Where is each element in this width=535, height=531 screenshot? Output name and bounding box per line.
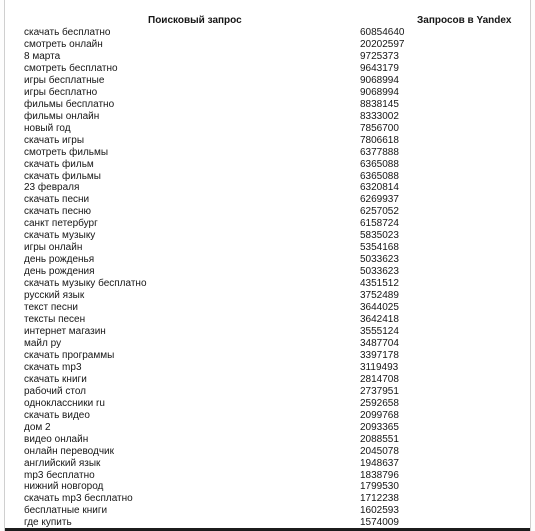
table-row <box>5 458 530 470</box>
count-cell: 1838796 <box>360 469 399 481</box>
table-row <box>5 63 530 75</box>
query-cell: где купить <box>24 517 72 529</box>
count-cell: 8838145 <box>360 98 399 110</box>
count-cell: 9068994 <box>360 74 399 86</box>
count-cell: 9643179 <box>360 62 399 74</box>
count-cell: 6365088 <box>360 170 399 182</box>
query-cell: смотреть бесплатно <box>24 62 118 74</box>
table-row <box>5 159 530 171</box>
count-cell: 6158724 <box>360 218 399 230</box>
query-cell: скачать фильм <box>24 158 94 170</box>
count-cell: 2045078 <box>360 445 399 457</box>
count-cell: 9725373 <box>360 50 399 62</box>
table-row <box>5 254 530 266</box>
query-cell: дом 2 <box>24 421 51 433</box>
table-row <box>5 398 530 410</box>
table-row <box>5 99 530 111</box>
table-row <box>5 290 530 302</box>
count-cell: 2088551 <box>360 433 399 445</box>
query-cell: скачать mp3 бесплатно <box>24 493 133 505</box>
table-row <box>5 171 530 183</box>
count-cell: 2592658 <box>360 397 399 409</box>
table-row <box>5 230 530 242</box>
table-row <box>5 410 530 422</box>
query-cell: фильмы бесплатно <box>24 98 115 110</box>
query-cell: фильмы онлайн <box>24 110 100 122</box>
count-cell: 2099768 <box>360 409 399 421</box>
query-cell: скачать фильмы <box>24 170 101 182</box>
query-cell: русский язык <box>24 290 85 302</box>
table-row <box>5 218 530 230</box>
count-cell: 6269937 <box>360 194 399 206</box>
query-cell: скачать видео <box>24 409 90 421</box>
table-row <box>5 27 530 39</box>
count-cell: 6257052 <box>360 206 399 218</box>
query-cell: скачать книги <box>24 373 87 385</box>
table-row <box>5 302 530 314</box>
query-cell: майл ру <box>24 337 62 349</box>
table-row <box>5 194 530 206</box>
query-cell: смотреть фильмы <box>24 146 109 158</box>
query-cell: скачать программы <box>24 349 115 361</box>
query-cell: нижний новгород <box>24 481 104 493</box>
query-cell: интернет магазин <box>24 326 106 337</box>
count-cell: 4351512 <box>360 278 399 290</box>
count-cell: 7806618 <box>360 134 399 146</box>
table-row <box>5 314 530 326</box>
table-row <box>5 278 530 290</box>
table-row <box>5 135 530 147</box>
table-row <box>5 87 530 99</box>
query-cell: игры бесплатно <box>24 86 98 98</box>
query-cell: текст песни <box>24 302 78 314</box>
count-cell: 1574009 <box>360 517 399 529</box>
table-row <box>5 266 530 278</box>
query-cell: смотреть онлайн <box>24 38 103 50</box>
count-cell: 5835023 <box>360 230 399 242</box>
count-cell: 3644025 <box>360 302 399 314</box>
query-cell: скачать музыку бесплатно <box>24 278 147 290</box>
query-cell: скачать песни <box>24 194 90 206</box>
count-cell: 2814708 <box>360 373 399 385</box>
query-cell: скачать mp3 <box>24 361 82 373</box>
query-cell: тексты песен <box>24 314 86 326</box>
query-cell: онлайн переводчик <box>24 445 115 457</box>
count-cell: 1602593 <box>360 505 399 517</box>
count-cell: 1712238 <box>360 493 399 505</box>
query-cell: скачать бесплатно <box>24 27 111 38</box>
count-cell: 3119493 <box>360 361 399 373</box>
table-row <box>5 386 530 398</box>
query-cell: рабочий стол <box>24 385 86 397</box>
count-cell: 6365088 <box>360 158 399 170</box>
query-cell: английский язык <box>24 457 101 469</box>
query-cell: видео онлайн <box>24 433 89 445</box>
count-cell: 2737951 <box>360 385 399 397</box>
table-row <box>5 446 530 458</box>
count-cell: 60854640 <box>360 27 405 38</box>
query-cell: игры бесплатные <box>24 74 105 86</box>
count-cell: 5033623 <box>360 254 399 266</box>
count-cell: 2093365 <box>360 421 399 433</box>
table-row <box>5 182 530 194</box>
query-cell: одноклассники ru <box>24 397 105 409</box>
count-cell: 6377888 <box>360 146 399 158</box>
query-cell: игры онлайн <box>24 242 83 254</box>
table-row <box>5 111 530 123</box>
table-row <box>5 338 530 350</box>
count-cell: 1948637 <box>360 457 399 469</box>
document-frame <box>4 0 531 531</box>
count-cell: 1799530 <box>360 481 399 493</box>
table-row <box>5 242 530 254</box>
count-cell: 6320814 <box>360 182 399 194</box>
query-cell: санкт петербург <box>24 218 98 230</box>
query-cell: mp3 бесплатно <box>24 469 95 481</box>
table-row <box>5 123 530 135</box>
count-cell: 7856700 <box>360 122 399 134</box>
table-row <box>5 434 530 446</box>
count-cell: 5033623 <box>360 266 399 278</box>
table-row <box>5 147 530 159</box>
query-cell: 23 февраля <box>24 182 80 194</box>
count-cell: 3397178 <box>360 349 399 361</box>
table-row <box>5 493 530 505</box>
query-cell: скачать музыку <box>24 230 96 242</box>
count-cell: 3642418 <box>360 314 399 326</box>
table-row <box>5 374 530 386</box>
count-cell: 8333002 <box>360 110 399 122</box>
query-cell: бесплатные книги <box>24 505 108 517</box>
count-cell: 3555124 <box>360 326 399 337</box>
table-row <box>5 206 530 218</box>
table-row <box>5 505 530 517</box>
table-row <box>5 481 530 493</box>
query-cell: 8 марта <box>24 50 61 62</box>
query-cell: скачать песню <box>24 206 92 218</box>
table-row <box>5 326 530 338</box>
query-cell: день рождения <box>24 266 95 278</box>
count-cell: 3752489 <box>360 290 399 302</box>
table-row <box>5 39 530 51</box>
count-cell: 3487704 <box>360 337 399 349</box>
count-cell: 9068994 <box>360 86 399 98</box>
column-header-query: Поисковый запрос <box>148 15 242 26</box>
query-cell: скачать игры <box>24 134 85 146</box>
query-cell: новый год <box>24 122 71 134</box>
table-row <box>5 75 530 87</box>
count-cell: 20202597 <box>360 38 405 50</box>
table-row <box>5 422 530 434</box>
count-cell: 5354168 <box>360 242 399 254</box>
table-row <box>5 470 530 482</box>
table-row <box>5 362 530 374</box>
table-row <box>5 350 530 362</box>
table-row <box>5 51 530 63</box>
query-cell: день рожденья <box>24 254 95 266</box>
column-header-count: Запросов в Yandex <box>417 15 512 26</box>
